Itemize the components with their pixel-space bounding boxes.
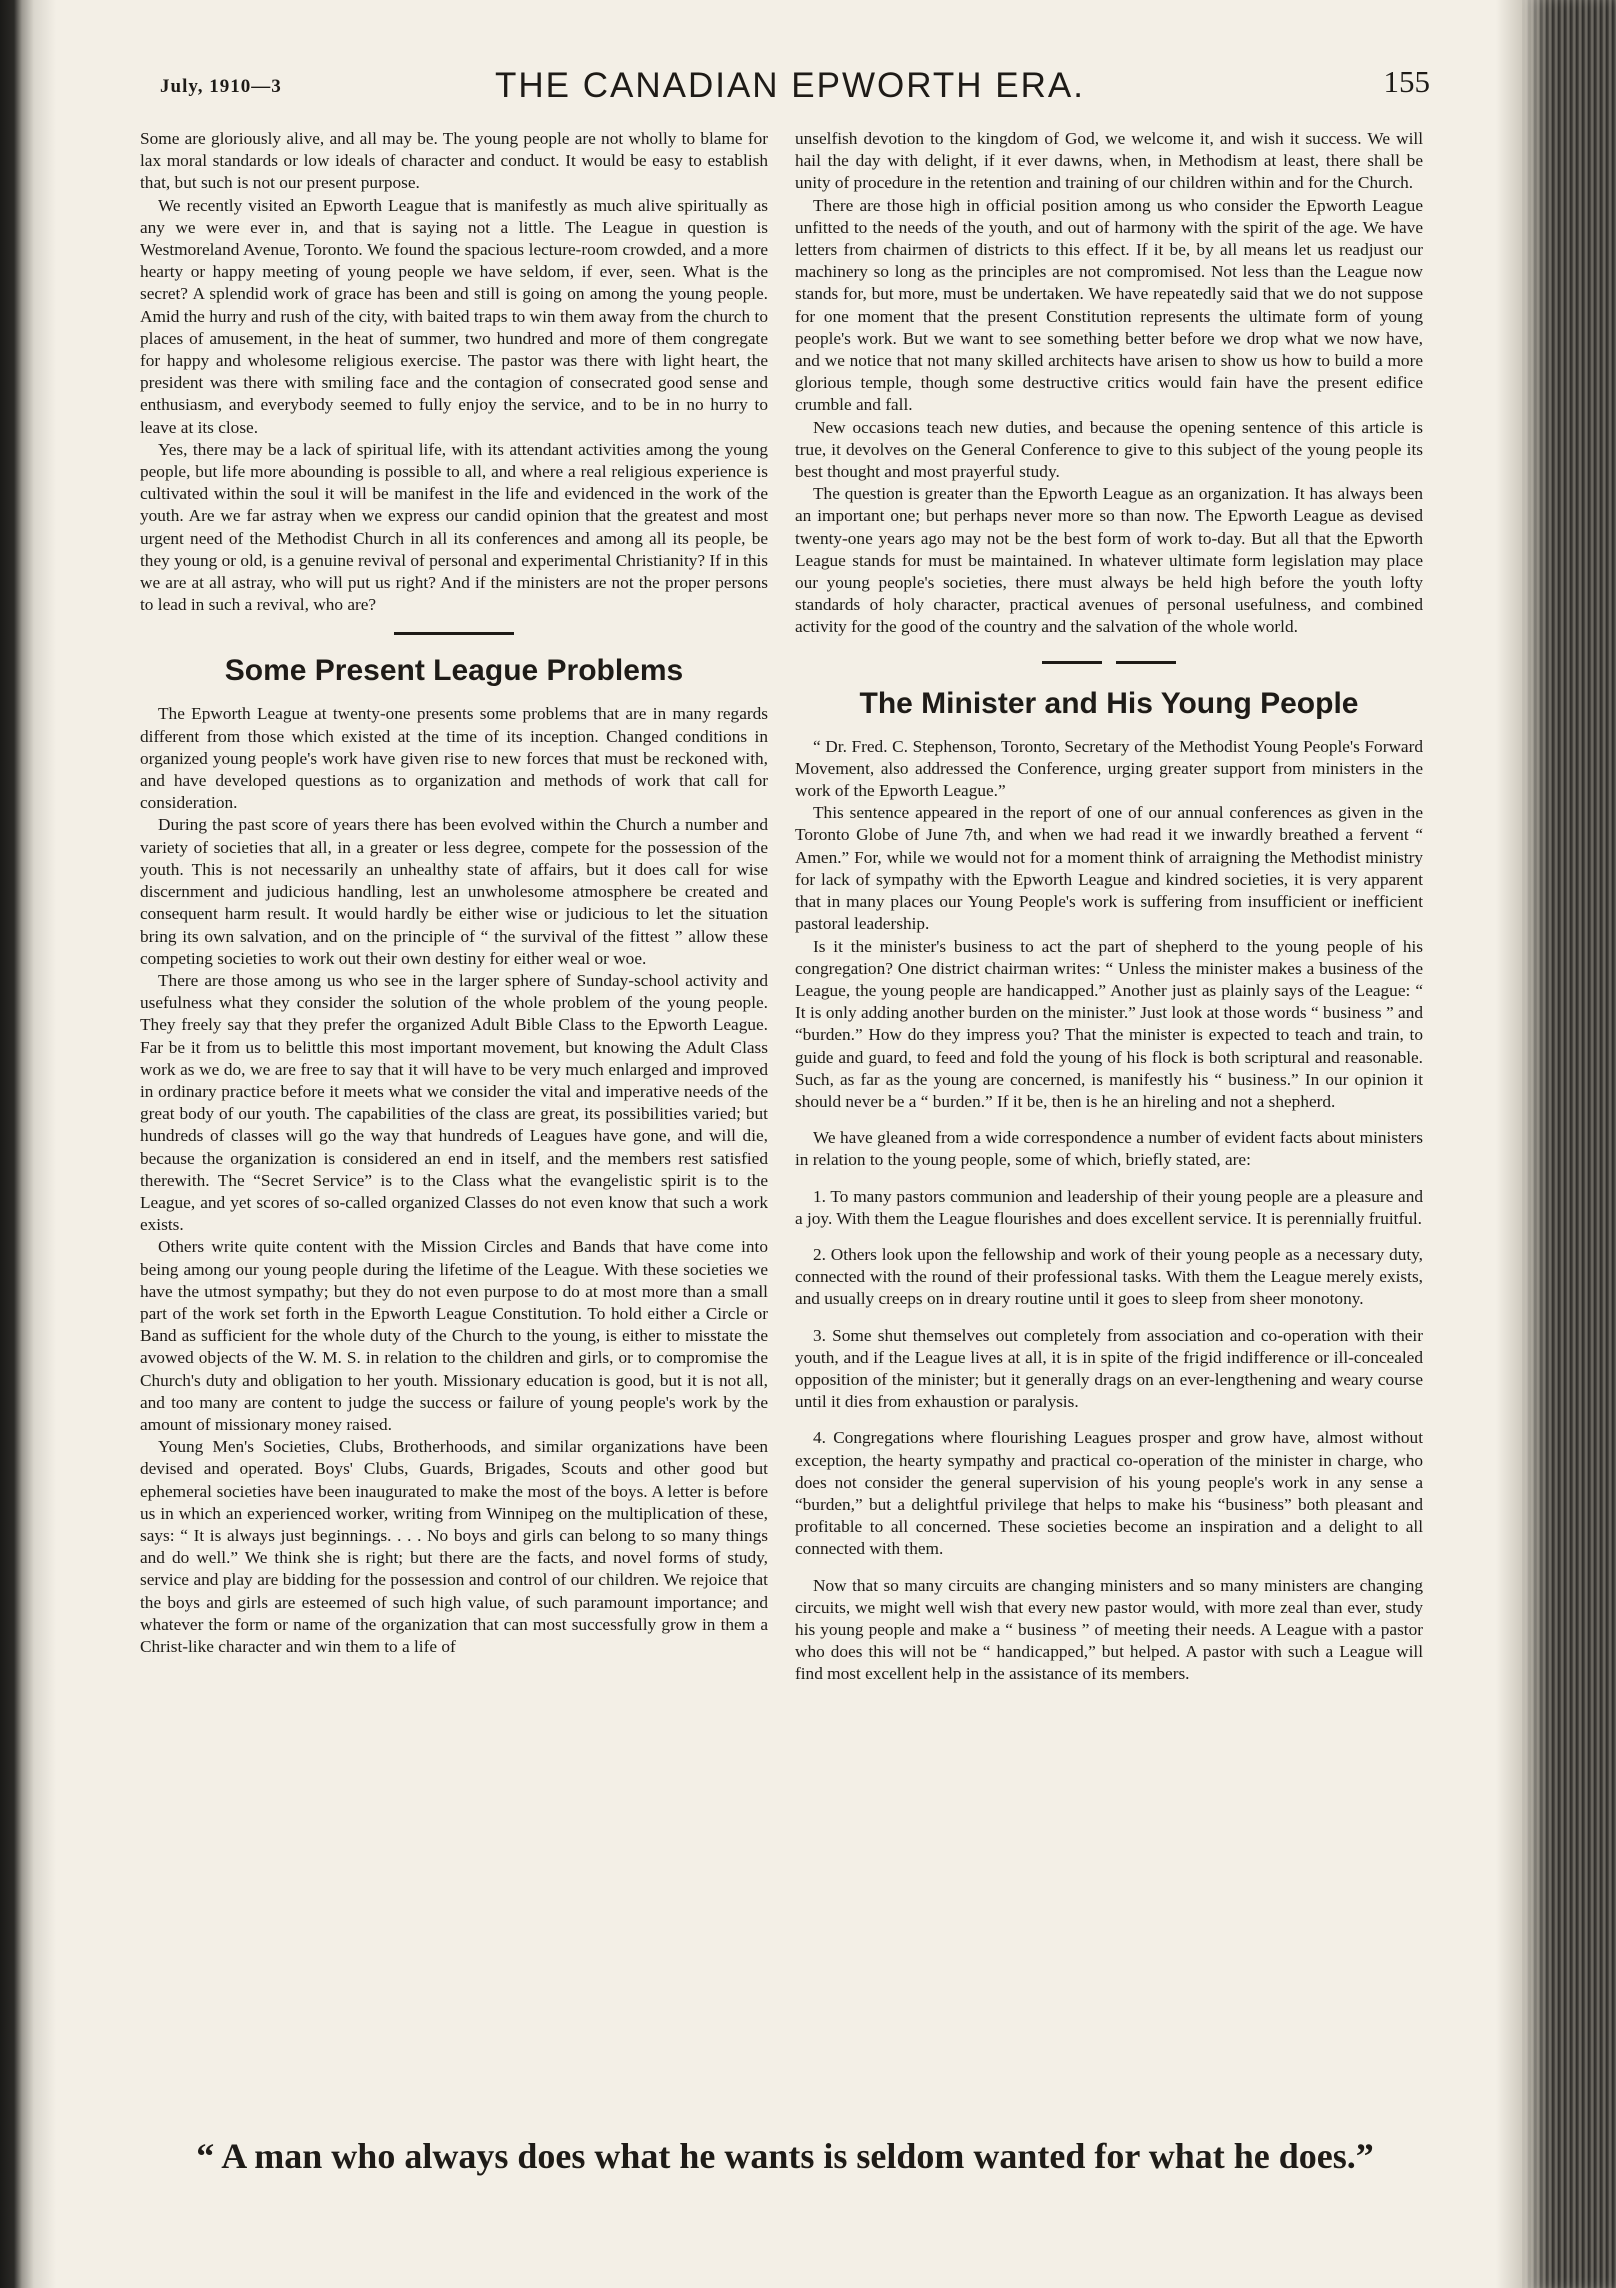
paragraph: Others write quite content with the Mission Circles and Bands that have come into being among our young people during the lifetime of the League. With these societies we have the utmost sympathy; but they do not even purpose to do at most more than a small part of the work set forth in the Epworth League Constitution. To hold either a Circle or Band as sufficient for the whole duty of the Church to the young, is either to misstate the avowed objects of the W. M. S. in relation to the children and girls, or to compromise the Church's duty and obligation to her youth. Missionary education is good, but it is not all, and too many are content to judge the success or failure of young people's work by the amount of missionary money raised. (140, 1237, 768, 1434)
section-divider (394, 632, 514, 635)
paragraph: This sentence appeared in the report of one of our annual conferences as given in the Toronto Globe of June 7th, and when we had read it we inwardly breathed a fervent “ Amen.” For, while we would not for a moment think of arraigning the Methodist ministry for lack of sympathy with the Epworth League and kindred societies, it is very apparent that in many places our Young People's work is suffering from insufficient or inefficient pastoral leadership. (795, 803, 1423, 934)
issue-date: July, 1910—3 (160, 76, 282, 97)
paragraph: We recently visited an Epworth League that is manifestly as much alive spiritually as any we were ever in, and that is saying not a little. The League in question is Westmoreland Avenue, Toronto. We found the spacious lecture-room crowded, and a more hearty or happy meeting of young people we have seldom, if ever, seen. What is the secret? A splendid work of grace has been and still is going on among the young people. Amid the hurry and rush of the city, with baited traps to win them away from the church to places of amusement, in the heat of summer, two hundred and more of them congregate for happy and wholesome religious exercise. The pastor was there with light heart, the president was there with smiling face and the contagion of consecrated good sense and enthusiasm, and everybody seemed to fully enjoy the service, and to be in no hurry to leave at its close. (140, 195, 768, 437)
paragraph: We have gleaned from a wide correspondence a number of evident facts about ministers in relation to the young people, some of which, briefly stated, are: (795, 1128, 1423, 1170)
paragraph: “ Dr. Fred. C. Stephenson, Toronto, Secretary of the Methodist Young People's Forward Movement, also addressed the Conference, urging greater support from ministers in the work of the Epworth League.” (795, 736, 1423, 801)
list-item: 3. Some shut themselves out completely from association and co-operation with their youth, and if the League lives at all, it is in spite of the frigid indifference or ill-concealed opposition of the minister; but it generally drags on an ever-lengthening and weary course until it dies from exhaustion or paralysis. (795, 1325, 1423, 1412)
paragraph: During the past score of years there has been evolved within the Church a number and variety of societies that all, in a greater or less degree, compete for the possession of the youth. This is not necessarily an unhealthy state of affairs, but it does call for wise discernment and judicious handling, lest an unwholesome atmosphere be created and consequent harm result. It would hardly be either wise or judicious to let the situation bring its own salvation, and on the principle of “ the survival of the fittest ” allow these competing societies to work out their own destiny for either weal or woe. (140, 815, 768, 968)
right-column (795, 128, 1423, 1686)
paragraph: There are those high in official position among us who consider the Epworth League unfitted to the needs of the youth, and out of harmony with the spirit of the age. We have letters from chairmen of districts to this effect. If it be, by all means let us readjust our machinery so long as the principles are not compromised. Not less than the League now stands for, but more, must be undertaken. We have repeatedly said that we do not suppose for one moment that the present Constitution represents the ultimate form of young people's work. But we want to see something better before we drop what we now have, and we notice that not many skilled architects have arisen to show us how to build a more glorious temple, though some destructive critics would fain have the present edifice crumble and fall. (795, 195, 1423, 415)
left-column (140, 128, 768, 1658)
paragraph: New occasions teach new duties, and because the opening sentence of this article is true, it devolves on the General Conference to give to this subject of the young people its best thought and most prayerful study. (795, 417, 1423, 482)
scan-page-curl (1496, 0, 1522, 2288)
scan-book-edge (1522, 0, 1616, 2288)
paragraph: There are those among us who see in the larger sphere of Sunday-school activity and usefulness what they consider the solution of the whole problem of the young people. They freely say that they prefer the organized Adult Bible Class to the Epworth League. Far be it from us to belittle this most important movement, but knowing the Adult Class work as we do, we are free to say that it will have to be very much enlarged and improved in ordinary practice before it meets what we consider the vital and imperative needs of the great body of our youth. The capabilities of the class are great, its possibilities varied; but hundreds of classes will go the way that hundreds of Leagues have gone, and will die, because the organization is considered an end in itself, and the members rest satisfied therewith. The “Secret Service” is to the Class what the evangelistic spirit is to the League, and yet scores of so-called organized Classes do not even know that such a work exists. (140, 970, 768, 1235)
scan-left-edge (0, 0, 56, 2288)
list-item: 2. Others look upon the fellowship and work of their young people as a necessary duty, connected with the round of their professional tasks. With them the League merely exists, and usually creeps on in dreary routine until it goes to sleep from sheer monotony. (795, 1244, 1423, 1309)
paragraph: The Epworth League at twenty-one presents some problems that are in many regards different from those which existed at the time of its inception. Changed conditions in organized young people's work have given rise to new forces that must be reckoned with, and have developed questions as to organization and methods of work that call for consideration. (140, 704, 768, 813)
section-divider (795, 661, 1423, 664)
section-heading: The Minister and His Young People (859, 686, 1359, 720)
section-heading: Some Present League Problems (224, 654, 684, 688)
paragraph: Is it the minister's business to act the part of shepherd to the young people of his congregation? One district chairman writes: “ Unless the minister makes a business of the League, the young people are handicapped.” Another just as plainly says of the League: “ It is only adding another burden on the minister.” Just look at those words “ business ” and “burden.” How do they impress you? That the minister is expected to teach and train, to guide and guard, to feed and fold the young of his flock is both scriptural and reasonable. Such, as far as the young are concerned, is manifestly his “ business.” In our opinion it should never be a “ burden.” If it be, then is he an hireling and not a shepherd. (795, 936, 1423, 1111)
page-header (150, 58, 1430, 118)
publication-title: THE CANADIAN EPWORTH ERA. (495, 66, 1085, 105)
paragraph: Some are gloriously alive, and all may be. The young people are not wholly to blame for lax moral standards or low ideals of character and conduct. It would be easy to establish that, but such is not our present purpose. (140, 129, 768, 193)
paragraph: The question is greater than the Epworth League as an organization. It has always been an important one; but perhaps never more so than now. The Epworth League as devised twenty-one years ago may not be the best form of work to-day. But all that the Epworth League stands for must be maintained. In whatever ultimate form legislation may place our young people's societies, there must always be held high before the youth lofty standards of holy character, practical avenues of personal usefulness, and combined activity for the good of the country and the salvation of the whole world. (795, 484, 1423, 637)
paragraph: Yes, there may be a lack of spiritual life, with its attendant activities among the young people, but life more abounding is possible to all, and where a real religious experience is cultivated within the soul it will be manifest in the life and evidenced in the work of the youth. Are we far astray when we express our candid opinion that the greatest and most urgent need of the Methodist Church in all its conferences and among all its people, be they young or old, is a genuine revival of personal and experimental Christianity? If in this we are at all astray, who will put us right? And if the ministers are not the proper persons to lead in such a revival, who are? (140, 439, 768, 615)
list-item: 4. Congregations where flourishing Leagues prosper and grow have, almost without exception, the hearty sympathy and practical co-operation of the minister in charge, who does not consider the general supervision of his young people's work in any sense a “burden,” but a delightful privilege that helps to make his “business” both pleasant and profitable to all concerned. These societies become an inspiration and a delight to all connected with them. (795, 1428, 1423, 1559)
paragraph: unselfish devotion to the kingdom of God, we welcome it, and wish it success. We will hail the day with delight, if it ever dawns, when, in Methodism at least, there shall be unity of procedure in the retention and training of our children within and for the Church. (795, 129, 1423, 193)
paragraph: Now that so many circuits are changing ministers and so many ministers are changing circuits, we might well wish that every new pastor would, with more zeal than ever, study his young people and make a “ business ” of meeting their needs. A League with a pastor who does this will not be “ handicapped,” but helped. A pastor with such a League will find most excellent help in the assistance of its members. (795, 1575, 1423, 1684)
page-number: 155 (1383, 64, 1430, 99)
paragraph: Young Men's Societies, Clubs, Brotherhoods, and similar organizations have been devised and operated. Boys' Clubs, Guards, Brigades, Scouts and other good but ephemeral societies have been inaugurated to make the most of the boys. A letter is before us in which an experienced worker, writing from Winnipeg on the multiplication of these, says: “ It is always just beginnings. . . . No boys and girls can belong to so many things and do well.” We think she is right; but there are the facts, and novel forms of study, service and play are bidding for the possession and control of our children. We rejoice that the boys and girls are esteemed of such high value, of such paramount importance; and whatever the form or name of the organization that can most successfully grow in them a Christ-like character and win them to a life of (140, 1437, 768, 1656)
list-item: 1. To many pastors communion and leadership of their young people are a pleasure and a joy. With them the League flourishes and does excellent service. It is perennially fruitful. (795, 1186, 1423, 1228)
footer-quote: “ A man who always does what he wants is seldom wanted for what he does.” (196, 2136, 1374, 2176)
